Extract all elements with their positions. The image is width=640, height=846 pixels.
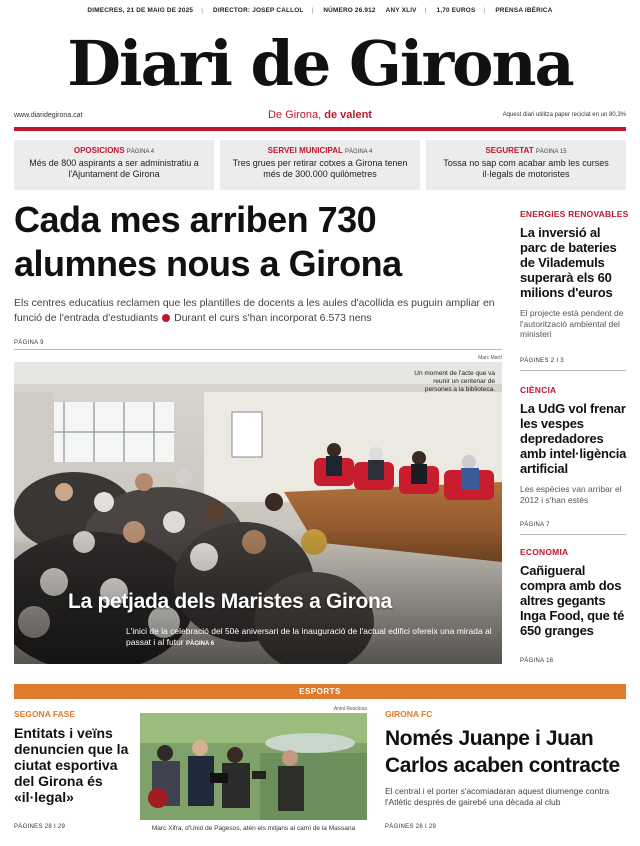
teaser-page: PÀGINA 4 [126, 149, 155, 155]
sports-kicker: GIRONA FC [385, 709, 433, 719]
lead-standfirst-main: Els centres educatius reclamen que les plantilles de docents a les aules d'acollida es puguin ampliar en funció de l'entrada d'estudiants [14, 297, 495, 324]
publisher-group: PRENSA IBÉRICA [495, 7, 553, 14]
lead-standfirst-second: Durant el curs s'han incorporat 6.573 nens [174, 312, 372, 324]
motto-part-a: De Girona, [268, 109, 325, 121]
motto-part-b: de valent [324, 109, 372, 121]
teaser-oposicions[interactable] [14, 140, 214, 190]
bottom-photo-caption: Marc Xifra, d'Unió de Pagesos, atén els mitjans al camí de la Massana [151, 825, 356, 832]
press-outdoor-image [140, 713, 367, 820]
edition-year: ANY XLIV [385, 7, 417, 14]
divider [14, 349, 502, 350]
sports-story-right[interactable] [385, 709, 626, 808]
main-photo[interactable] [14, 362, 502, 664]
side-page-ref: PÀGINA 7 [520, 522, 550, 528]
side-page-ref: PÀGINA 16 [520, 658, 554, 664]
maristes-event-image [14, 362, 502, 664]
teaser-page: PÀGINA 15 [535, 149, 567, 155]
edition-date: DIMECRES, 21 DE MAIG DE 2025 [87, 7, 194, 14]
masthead-rule [14, 127, 626, 131]
side-summary: El projecte està pendent de l'autorització ambiental del ministeri [520, 308, 624, 339]
side-headline: La inversió al parc de bateries de Vilademuls superarà els 60 milions d'euros [520, 225, 617, 300]
sports-summary: El central i el porter s'acomiadaran aquest diumenge contra l'Atlètic després de gairebé una dècada al club [385, 786, 610, 807]
side-kicker: CIÈNCIA [520, 385, 557, 395]
recycled-paper-note: Aquest diari utilitza paper reciclat en un 80,3% [502, 112, 626, 118]
side-page-ref: PÀGINES 2 I 3 [520, 358, 564, 364]
photo-caption [126, 626, 496, 650]
newspaper-masthead: Diari de Girona [67, 27, 573, 100]
side-headline: La UdG vol frenar les vespes depredadores amb intel·ligència artificial [520, 401, 627, 476]
teaser-seguretat[interactable] [426, 140, 626, 190]
side-story-ciencia[interactable] [520, 385, 630, 505]
lead-page-ref: PÀGINA 9 [14, 340, 44, 346]
sports-headline: Entitats i veïns denuncien que la ciutat esportiva del Girona és «il·legal» [14, 725, 129, 805]
teaser-servei-municipal[interactable] [220, 140, 420, 190]
sports-story-left[interactable] [14, 709, 132, 805]
masthead-subbar [14, 109, 626, 123]
side-summary: Les espècies van arribar el 2012 i s'han estès [520, 484, 622, 505]
teaser-kicker: OPOSICIONS [73, 146, 125, 155]
side-story-energies[interactable] [520, 209, 630, 340]
edition-info: DIMECRES, 21 DE MAIG DE 2025 | DIRECTOR: JOSEP CALLOL | NÚMERO 26.912 ANY XLIV | 1,70 EUROS | PRENSA IBÉRICA [87, 7, 553, 14]
photo-headline[interactable]: La petjada dels Maristes a Girona [68, 590, 392, 613]
lead-standfirst [14, 296, 504, 326]
edition-number: NÚMERO 26.912 [323, 7, 376, 14]
divider [520, 370, 626, 371]
teaser-kicker: SEGURETAT [485, 146, 534, 155]
sports-headline: Només Juanpe i Juan Carlos acaben contracte [385, 727, 620, 777]
edition-director: DIRECTOR: JOSEP CALLOL [213, 7, 304, 14]
side-kicker: ENERGIES RENOVABLES [520, 209, 629, 219]
photo-inset-caption: Un moment de l'acte que va reunir un centenar de persones a la biblioteca. [414, 370, 495, 393]
teaser-strip [14, 140, 626, 190]
teaser-kicker: SERVEI MUNICIPAL [267, 146, 343, 155]
website-url[interactable]: www.diaridegirona.cat [14, 112, 83, 119]
side-headline: Cañigueral compra amb dos altres gegants Inga Food, que té 650 granges [520, 563, 625, 638]
teaser-text: Més de 800 aspirants a ser administratiu a l'Ajuntament de Girona [29, 158, 199, 179]
side-story-economia[interactable] [520, 547, 630, 638]
lead-headline[interactable]: Cada mes arriben 730 alumnes nous a Girona [14, 199, 402, 284]
teaser-text: Tres grues per retirar cotxes a Girona tenen més de 300.000 quilòmetres [232, 158, 408, 179]
photo-caption-text: L'inici de la celebració del 50è aniversari de la inauguració de l'actual edifici ofereix una mirada al passat i al futur [126, 626, 492, 647]
sports-page-ref: PÀGINES 28 I 29 [385, 824, 437, 830]
sports-page-ref: PÀGINES 28 I 29 [14, 824, 66, 830]
edition-price: 1,70 EUROS [436, 7, 476, 14]
bottom-photo-credit: Aniol Resclosa [333, 706, 367, 712]
bullet-dot-icon [162, 314, 170, 322]
teaser-page: PÀGINA 4 [345, 149, 373, 155]
photo-page-ref: PÀGINA 6 [186, 641, 215, 647]
sports-kicker: SEGONA FASE [14, 709, 76, 719]
divider [520, 534, 626, 535]
bottom-photo[interactable] [140, 713, 367, 820]
section-bar-esports[interactable]: ESPORTS [14, 684, 626, 699]
photo-credit: Marc Martí [478, 355, 502, 361]
teaser-text: Tossa no sap com acabar amb les curses il·legals de motoristes [443, 158, 609, 179]
side-kicker: ECONOMIA [520, 547, 569, 557]
